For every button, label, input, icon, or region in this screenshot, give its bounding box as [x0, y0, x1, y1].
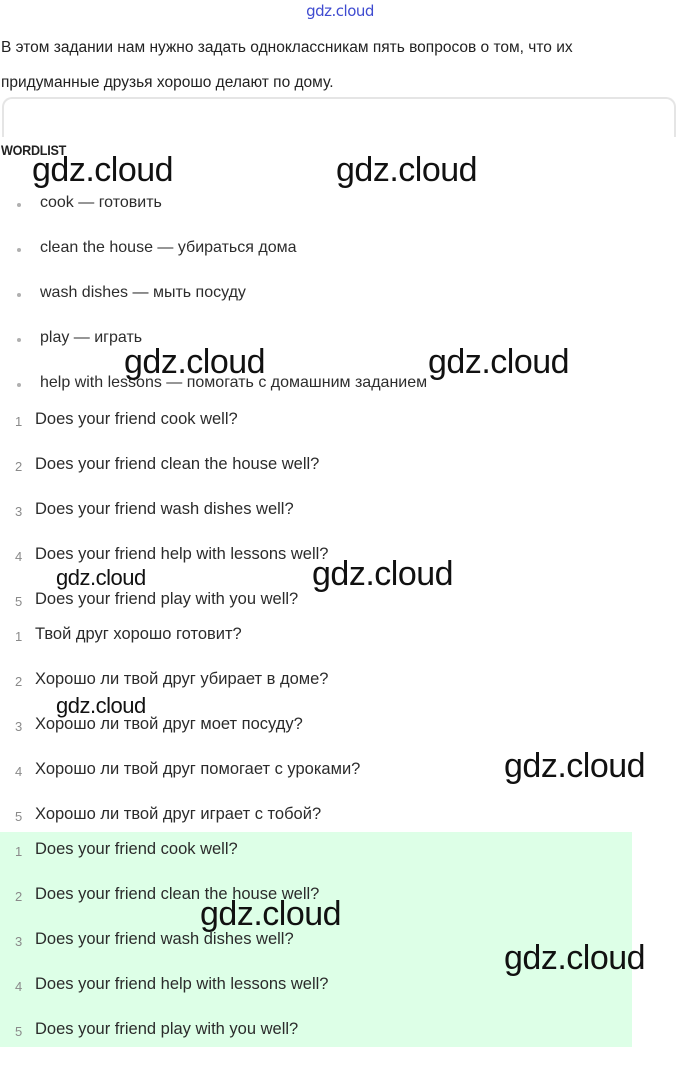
item-text: Does your friend play with you well?	[35, 1020, 299, 1038]
answer-input-frame[interactable]	[2, 97, 676, 137]
watermark: gdz.cloud	[32, 151, 174, 189]
watermark: gdz.cloud	[336, 151, 478, 189]
item-text: Does your friend clean the house well?	[35, 885, 320, 903]
item-text: Does your friend wash dishes well?	[35, 500, 294, 518]
watermark: gdz.cloud	[504, 747, 646, 785]
item-text: Does your friend play with you well?	[35, 590, 299, 608]
item-text: Does your friend clean the house well?	[35, 455, 320, 473]
item-text: Does your friend help with lessons well?	[35, 545, 329, 563]
wordlist-item-text: clean the house — убираться дома	[40, 239, 297, 256]
item-number: 1	[15, 414, 23, 429]
item-number: 5	[15, 809, 23, 824]
item-text: Does your friend cook well?	[35, 840, 238, 858]
wordlist-item-text: wash dishes — мыть посуду	[40, 284, 246, 301]
item-number: 5	[15, 594, 23, 609]
watermark: gdz.cloud	[56, 693, 146, 718]
item-text: Хорошо ли твой друг убирает в доме?	[35, 670, 329, 688]
wordlist-item-text: cook — готовить	[40, 194, 162, 211]
item-text: Does your friend cook well?	[35, 410, 238, 428]
item-number: 3	[15, 934, 23, 949]
bullet-icon	[17, 248, 21, 252]
item-text: Хорошо ли твой друг помогает с уроками?	[35, 760, 361, 778]
item-text: Does your friend wash dishes well?	[35, 930, 294, 948]
item-text: Твой друг хорошо готовит?	[35, 625, 242, 643]
wordlist-item-text: help with lessons — помогать с домашним заданием	[40, 374, 428, 391]
task-description: В этом задании нам нужно задать одноклассникам пять вопросов о том, что их придуманные друзья хорошо делают по дому.	[1, 39, 573, 91]
item-number: 2	[15, 674, 23, 689]
watermark: gdz.cloud	[124, 343, 266, 381]
item-number: 2	[15, 889, 23, 904]
bullet-icon	[17, 293, 21, 297]
wordlist-item-text: play — играть	[40, 329, 143, 346]
watermark: gdz.cloud	[312, 555, 454, 593]
watermark: gdz.cloud	[56, 565, 146, 590]
item-number: 4	[15, 549, 23, 564]
item-number: 4	[15, 764, 23, 779]
watermark: gdz.cloud	[428, 343, 570, 381]
site-watermark-header: gdz.cloud	[306, 2, 374, 20]
item-number: 1	[15, 844, 23, 859]
wordlist-heading: WORDLIST	[1, 142, 67, 158]
watermark: gdz.cloud	[200, 895, 342, 933]
watermark: gdz.cloud	[504, 939, 646, 977]
item-text: Хорошо ли твой друг моет посуду?	[35, 715, 303, 733]
item-number: 3	[15, 504, 23, 519]
bullet-icon	[17, 338, 21, 342]
item-text: Does your friend help with lessons well?	[35, 975, 329, 993]
item-number: 3	[15, 719, 23, 734]
item-number: 2	[15, 459, 23, 474]
item-number: 4	[15, 979, 23, 994]
item-number: 1	[15, 629, 23, 644]
bullet-icon	[17, 203, 21, 207]
item-number: 5	[15, 1024, 23, 1039]
bullet-icon	[17, 383, 21, 387]
item-text: Хорошо ли твой друг играет с тобой?	[35, 805, 322, 823]
